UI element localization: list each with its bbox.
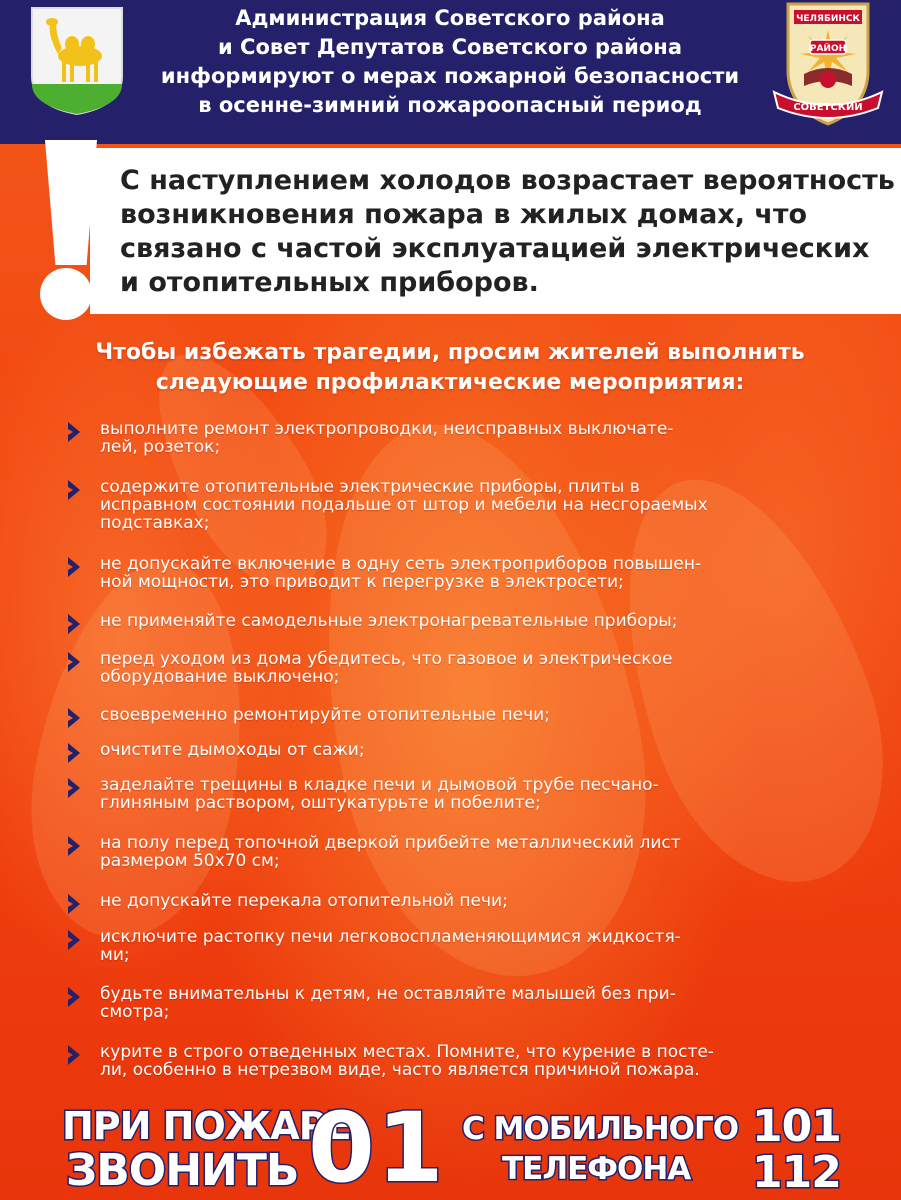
header-line: и Совет Депутатов Советского района [218, 35, 682, 59]
list-item-line: оборудование выключено; [100, 667, 340, 687]
chevron-right-icon [62, 612, 86, 636]
list-item-line: курите в строго отведенных местах. Помните, что курение в посте- [100, 1042, 714, 1062]
list-item-line: ной мощности, это приводит к перегрузке в электросети; [100, 572, 624, 592]
chevron-right-icon [62, 985, 86, 1009]
warning-line: возникновения пожара в жилых домах, что [120, 199, 808, 230]
list-item-line: своевременно ремонтируйте отопительные печи; [100, 705, 550, 725]
warning-text [120, 164, 895, 300]
chevron-right-icon [62, 834, 86, 858]
emblem-ribbon-text: СОВЕТСКИЙ [793, 102, 863, 113]
chevron-right-icon [62, 478, 86, 502]
chevron-right-icon [62, 776, 86, 800]
chevron-right-icon [62, 706, 86, 730]
list-item-line: размером 50х70 см; [100, 851, 280, 871]
chevron-right-icon [62, 1043, 86, 1067]
list-item-line: выполните ремонт электропроводки, неисправных выключате- [100, 419, 674, 439]
header-line: информируют о мерах пожарной безопасности [160, 64, 740, 88]
exclamation-dot-icon [40, 268, 92, 320]
list-item-line: не применяйте самодельные электронагревательные приборы; [100, 611, 678, 631]
warning-line: и отопительных приборов. [120, 267, 539, 298]
emblem-badge-text: РАЙОН [809, 44, 847, 54]
intro-line: Чтобы избежать трагедии, просим жителей выполнить [95, 340, 805, 365]
mobile-label-line1: С МОБИЛЬНОГО [462, 1111, 739, 1147]
call-label-line2: ЗВОНИТЬ [66, 1145, 299, 1196]
header-line: Администрация Советского района [235, 6, 665, 30]
list-item-line: подставках; [100, 513, 210, 533]
list-item-line: не допускайте перекала отопительной печи; [100, 891, 508, 911]
list-item-line: лей, розеток; [100, 437, 221, 457]
chevron-right-icon [62, 650, 86, 674]
mobile-number-101: 101 [752, 1101, 841, 1152]
warning-line: С наступлением холодов возрастает вероятность [120, 165, 895, 196]
chevron-right-icon [62, 420, 86, 444]
chevron-right-icon [62, 892, 86, 916]
list-item-line: не допускайте включение в одну сеть электроприборов повышен- [100, 554, 702, 574]
intro-heading [40, 338, 860, 398]
emblem-top-text: ЧЕЛЯБИНСК [796, 14, 860, 24]
list-item-line: исправном состоянии подальше от штор и мебели на несгораемых [100, 495, 708, 515]
district-emblem-icon [768, 0, 888, 128]
emergency-call-footer [0, 1092, 901, 1200]
list-item-line: глиняным раствором, оштукатурьте и побелите; [100, 793, 541, 813]
chevron-right-icon [62, 555, 86, 579]
list-item-line: содержите отопительные электрические приборы, плиты в [100, 477, 640, 497]
chevron-right-icon [62, 928, 86, 952]
intro-line: следующие профилактические мероприятия: [155, 370, 745, 395]
list-item-line: исключите растопку печи легковоспламеняющимися жидкостя- [100, 927, 681, 947]
camel-crest-icon [30, 6, 124, 116]
emergency-number: 01 [308, 1092, 446, 1200]
header-title [140, 4, 760, 120]
list-item-line: на полу перед топочной дверкой прибейте металлический лист [100, 833, 681, 853]
call-label-line1: ПРИ ПОЖАРЕ [62, 1104, 351, 1148]
list-item-line: очистите дымоходы от сажи; [100, 740, 365, 760]
list-item-line: ми; [100, 945, 130, 965]
warning-line: связано с частой эксплуатацией электрических [120, 233, 870, 264]
list-item-line: заделайте трещины в кладке печи и дымовой трубе песчано- [100, 775, 659, 795]
mobile-label-line2: ТЕЛЕФОНА [502, 1151, 691, 1187]
header-banner [0, 0, 901, 144]
chevron-right-icon [62, 741, 86, 765]
list-item-line: смотра; [100, 1002, 170, 1022]
list-item-line: будьте внимательны к детям, не оставляйте малышей без при- [100, 984, 676, 1004]
list-item-line: ли, особенно в нетрезвом виде, часто является причиной пожара. [100, 1060, 700, 1080]
list-item-line: перед уходом из дома убедитесь, что газовое и электрическое [100, 649, 673, 669]
header-line: в осенне-зимний пожароопасный период [198, 93, 702, 117]
mobile-number-112: 112 [752, 1147, 841, 1198]
